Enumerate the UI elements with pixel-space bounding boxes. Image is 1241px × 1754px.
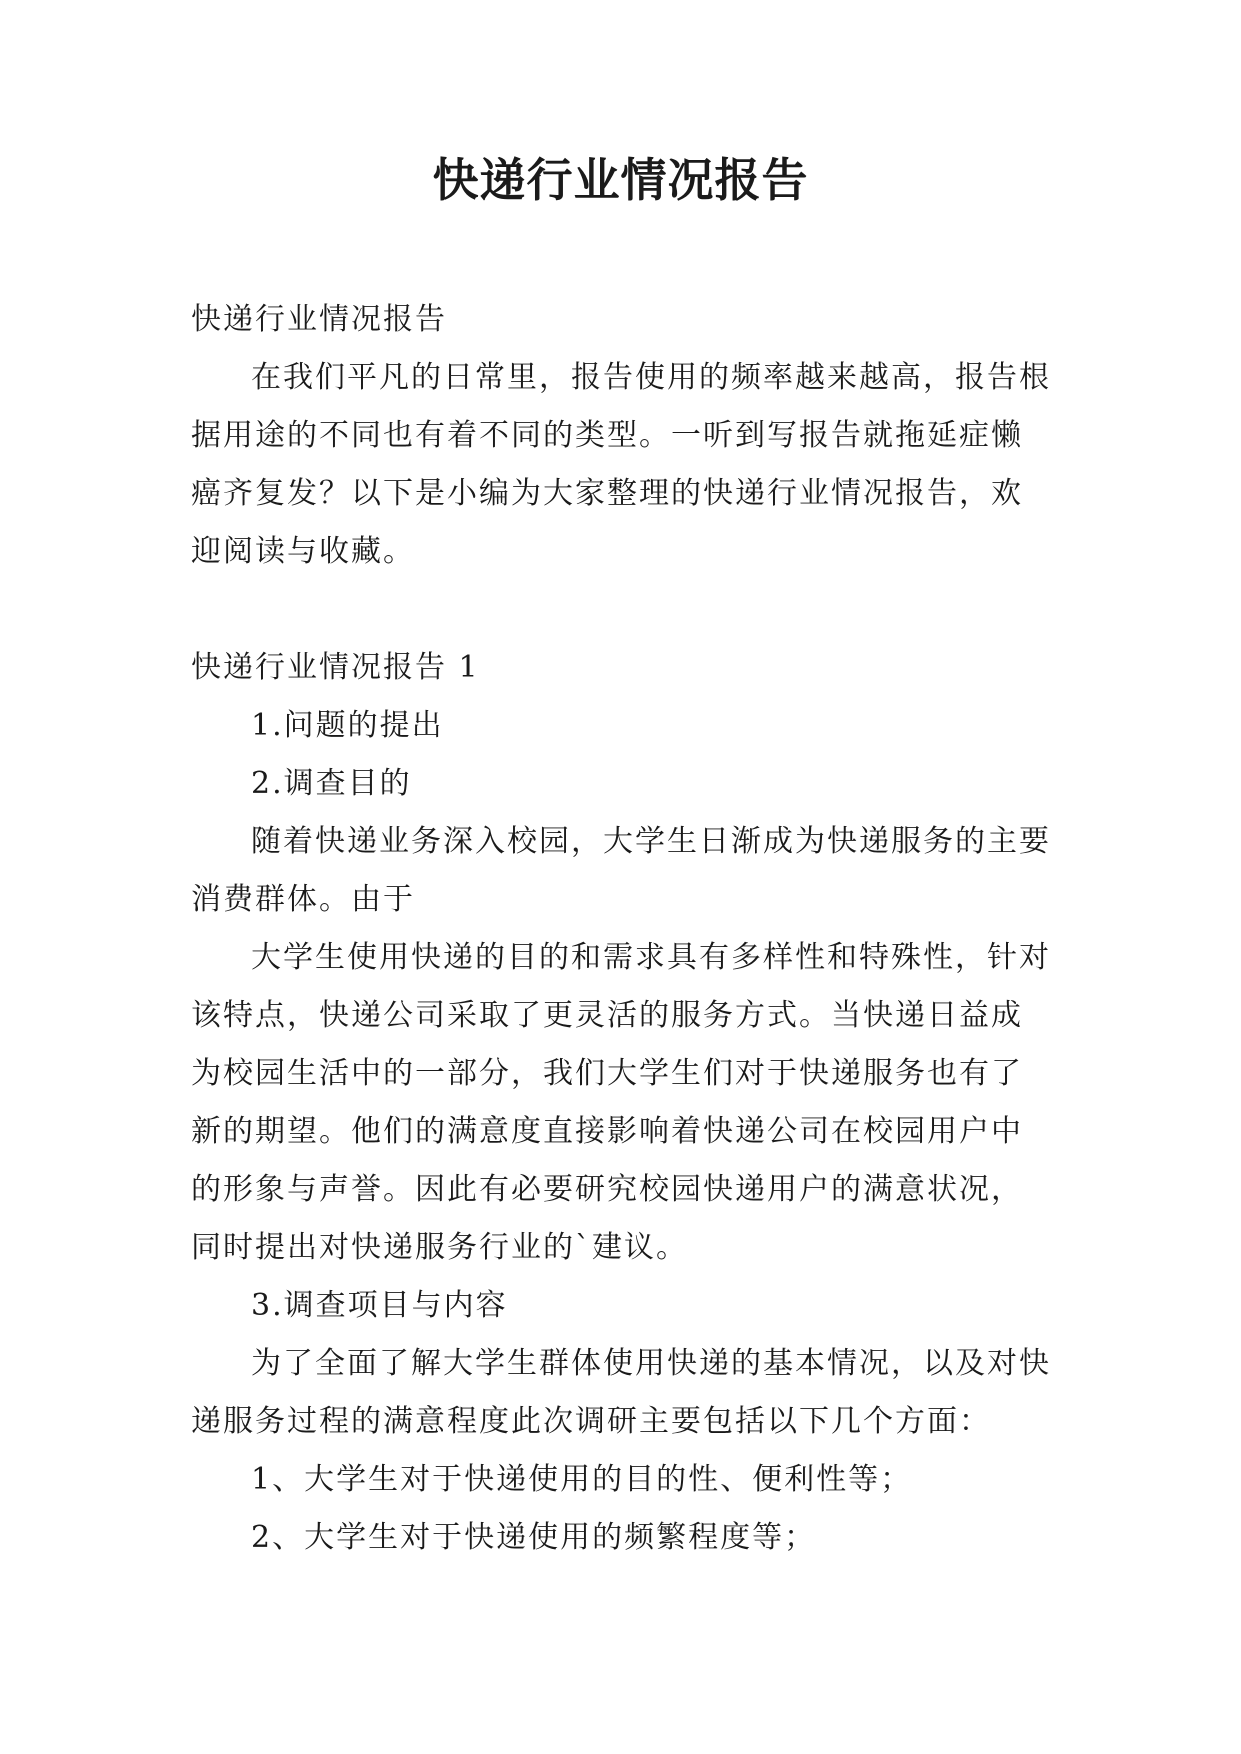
section-heading: 快递行业情况报告 — [191, 302, 447, 337]
body-paragraph: 为了全面了解大学生群体使用快递的基本情况，以及对快递服务过程的满意程度此次调研主要包括以下几个方面： — [191, 1346, 1051, 1439]
body-paragraph: 随着快递业务深入校园，大学生日渐成为快递服务的主要消费群体。由于 — [191, 824, 1051, 917]
body-paragraph: 大学生使用快递的目的和需求具有多样性和特殊性，针对该特点，快递公司采取了更灵活的服务方式。当快递日益成为校园生活中的一部分，我们大学生们对于快递服务也有了新的期望。他们的满意度直接影响着快递公司在校园用户中的形象与声誉。因此有必要研究校园快递用户的满意状况，同时提出对快递服务行业的`建议。 — [191, 940, 1051, 1265]
document-body — [191, 291, 1051, 1567]
document-title: 快递行业情况报告 — [432, 153, 809, 207]
list-item: 1、大学生对于快递使用的目的性、便利性等； — [251, 1462, 913, 1497]
list-item: 2.调查目的 — [251, 766, 412, 801]
list-item: 2、大学生对于快递使用的频繁程度等； — [251, 1520, 817, 1555]
section-heading: 快递行业情况报告 1 — [191, 650, 480, 685]
list-item: 3.调查项目与内容 — [251, 1288, 508, 1323]
list-item: 1.问题的提出 — [251, 708, 444, 743]
intro-paragraph: 在我们平凡的日常里，报告使用的频率越来越高，报告根据用途的不同也有着不同的类型。一听到写报告就拖延症懒癌齐复发？以下是小编为大家整理的快递行业情况报告，欢迎阅读与收藏。 — [191, 360, 1051, 569]
